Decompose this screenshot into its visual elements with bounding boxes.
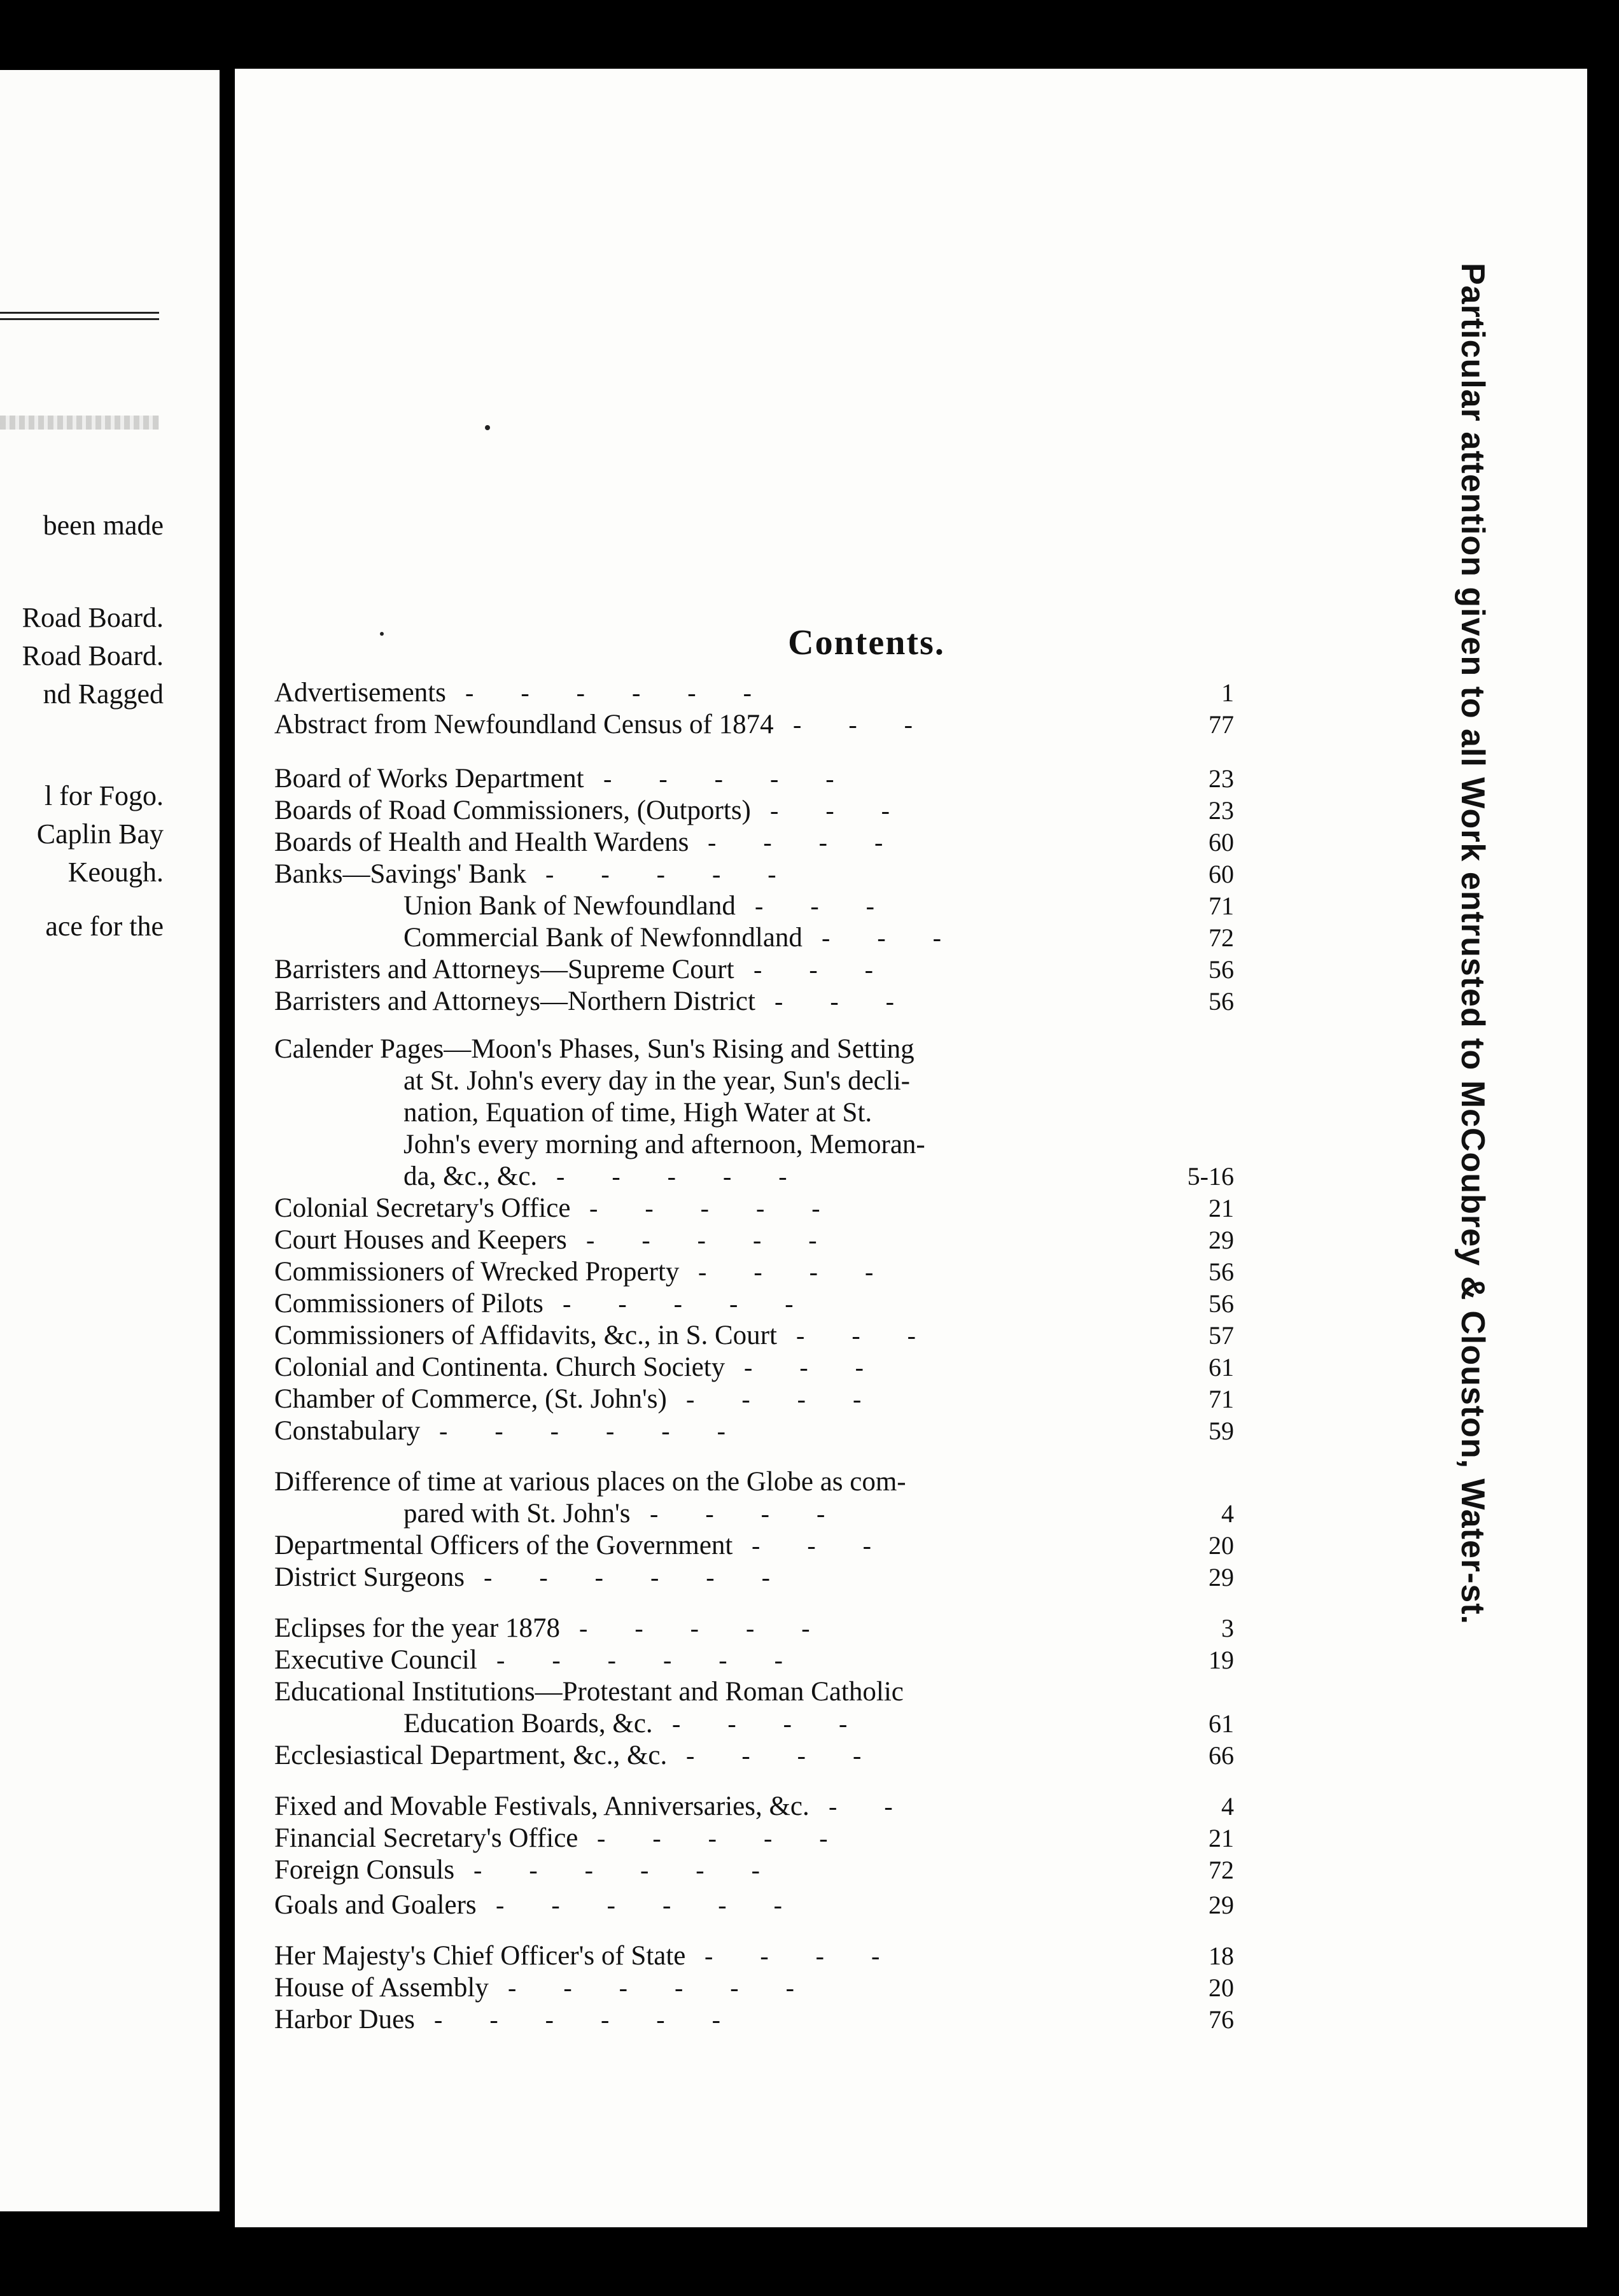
contents-entry-page: 57 [1209, 1321, 1234, 1350]
contents-entry [235, 1224, 1234, 1257]
contents-entry [235, 890, 1234, 923]
dot-leader: - - - - - - [496, 1891, 783, 1919]
dot-leader: - - - - [708, 828, 885, 857]
contents-entry-page: 76 [1209, 2005, 1234, 2034]
ink-speck [485, 425, 490, 430]
contents-entry-page: 61 [1209, 1709, 1234, 1738]
left-page-text-fragment: Caplin Bay [36, 818, 164, 850]
dot-leader: - - - - - [579, 1614, 811, 1642]
contents-entry-label: Advertisements [274, 678, 446, 708]
contents-entry-label: Fixed and Movable Festivals, Anniversaries, &c. [274, 1791, 810, 1821]
contents-list [235, 69, 1587, 2227]
dot-leader: - - - - [672, 1709, 849, 1738]
dot-leader: - - - - - [556, 1162, 788, 1191]
contents-entry [235, 1854, 1234, 1887]
contents-entry-label: Colonial and Continenta. Church Society [274, 1352, 725, 1382]
contents-entry-label: Boards of Road Commissioners, (Outports) [274, 795, 751, 825]
dot-leader: - - [829, 1792, 894, 1821]
left-page-text-fragment: Road Board. [22, 640, 164, 671]
contents-entry-label: Colonial Secretary's Office [274, 1193, 571, 1223]
contents-entry [235, 1383, 1234, 1416]
contents-entry-label: Difference of time at various places on the Globe as com- [274, 1467, 906, 1497]
contents-entry-page: 72 [1209, 1856, 1234, 1884]
contents-entry-label: Eclipses for the year 1878 [274, 1613, 560, 1643]
contents-entry-page: 71 [1209, 1385, 1234, 1413]
contents-entry [235, 1351, 1234, 1384]
contents-entry-label: Barristers and Attorneys—Northern District [274, 986, 755, 1016]
contents-entry [235, 1096, 1234, 1130]
contents-entry [235, 1192, 1234, 1225]
contents-entry [235, 1256, 1234, 1289]
contents-entry-page: 71 [1209, 892, 1234, 920]
dot-leader: - - - - - - [465, 678, 753, 707]
contents-entry [235, 794, 1234, 827]
left-page-text-fragment: been made [43, 510, 164, 541]
contents-entry [235, 676, 1234, 710]
contents-entry-page: 61 [1209, 1353, 1234, 1382]
contents-entry-label: Executive Council [274, 1645, 477, 1675]
left-page-text-fragment: l for Fogo. [45, 780, 164, 811]
contents-entry-page: 60 [1209, 828, 1234, 857]
contents-entry [235, 1971, 1234, 2005]
contents-entry-label: Court Houses and Keepers [274, 1225, 567, 1255]
rule-line [0, 318, 159, 320]
left-page-text-fragment: ace for the [45, 911, 164, 942]
dot-leader: - - - [753, 955, 874, 984]
contents-entry-page: 60 [1209, 860, 1234, 888]
contents-entry-label: Her Majesty's Chief Officer's of State [274, 1941, 686, 1971]
contents-entry-label: Departmental Officers of the Government [274, 1530, 733, 1560]
contents-entry-page: 29 [1209, 1563, 1234, 1592]
contents-entry-label: Barristers and Attorneys—Supreme Court [274, 955, 734, 984]
contents-entry-page: 5-16 [1187, 1162, 1234, 1191]
contents-entry-label: nation, Equation of time, High Water at St. [403, 1098, 873, 1128]
dot-leader: - - - [770, 796, 891, 825]
dot-leader: - - - - [704, 1942, 881, 1970]
contents-entry [235, 1529, 1234, 1562]
contents-entry-page: 56 [1209, 1257, 1234, 1286]
contents-entry-page: 66 [1209, 1741, 1234, 1770]
dot-leader: - - - - [686, 1741, 863, 1770]
contents-entry [235, 1319, 1234, 1352]
contents-entry [235, 1287, 1234, 1320]
contents-entry [235, 1739, 1234, 1772]
contents-entry-page: 21 [1209, 1824, 1234, 1852]
contents-entry [235, 2003, 1234, 2036]
contents-entry-label: Union Bank of Newfoundland [403, 891, 736, 921]
contents-entry-page: 20 [1209, 1973, 1234, 2002]
contents-entry-label: pared with St. John's [403, 1499, 631, 1529]
rule-line [0, 312, 159, 314]
contents-entry-label: John's every morning and afternoon, Memoran- [403, 1130, 925, 1159]
side-advertisement [1447, 263, 1498, 2108]
contents-entry-page: 18 [1209, 1942, 1234, 1970]
contents-entry [235, 921, 1234, 955]
contents-entry-page: 4 [1221, 1499, 1234, 1528]
left-page [0, 70, 220, 2211]
contents-entry-label: Education Boards, &c. [403, 1709, 653, 1739]
contents-entry-page: 23 [1209, 764, 1234, 793]
dot-leader: - - - - - - [434, 2005, 722, 2034]
contents-entry [235, 1033, 1234, 1066]
left-page-text-fragment: Keough. [67, 857, 164, 888]
contents-entry-page: 1 [1221, 678, 1234, 707]
side-advertisement-text: Particular attention given to all Work entrusted to McCoubrey & Clouston, Water-st. [1454, 263, 1491, 1625]
smudged-line [0, 416, 159, 430]
contents-entry-label: Harbor Dues [274, 2005, 415, 2034]
contents-entry-label: Chamber of Commerce, (St. John's) [274, 1384, 667, 1414]
dot-leader: - - - [774, 987, 895, 1016]
contents-entry [235, 1940, 1234, 1973]
contents-entry-page: 59 [1209, 1417, 1234, 1445]
contents-entry-label: District Surgeons [274, 1562, 465, 1592]
dot-leader: - - - - - [563, 1289, 795, 1318]
contents-entry [235, 1707, 1234, 1740]
contents-entry [235, 858, 1234, 891]
contents-entry-page: 20 [1209, 1531, 1234, 1560]
contents-entry [235, 953, 1234, 986]
contents-entry-page: 29 [1209, 1226, 1234, 1254]
contents-entry [235, 1676, 1234, 1709]
dot-leader: - - - [796, 1321, 917, 1350]
contents-entry-label: Boards of Health and Health Wardens [274, 827, 689, 857]
contents-entry-page: 56 [1209, 1289, 1234, 1318]
contents-entry [235, 1160, 1234, 1193]
contents-entry-label: Financial Secretary's Office [274, 1823, 578, 1853]
dot-leader: - - - - - - [439, 1417, 727, 1445]
dot-leader: - - - [744, 1353, 865, 1382]
contents-entry-page: 3 [1221, 1614, 1234, 1642]
left-page-text-fragment: nd Ragged [43, 678, 164, 710]
dot-leader: - - - - - - [496, 1646, 784, 1674]
dot-leader: - - - - - - [508, 1973, 795, 2002]
contents-entry-label: Banks—Savings' Bank [274, 859, 526, 889]
dot-leader: - - - - [698, 1257, 875, 1286]
contents-entry-label: Calender Pages—Moon's Phases, Sun's Rising and Setting [274, 1034, 915, 1064]
ink-speck [380, 632, 384, 636]
contents-entry-page: 56 [1209, 987, 1234, 1016]
contents-entry-page: 21 [1209, 1194, 1234, 1222]
contents-entry-label: da, &c., &c. [403, 1161, 538, 1191]
contents-entry-page: 23 [1209, 796, 1234, 825]
dot-leader: - - - - [686, 1385, 863, 1413]
contents-entry-label: Commissioners of Wrecked Property [274, 1257, 680, 1287]
contents-entry-label: Board of Works Department [274, 764, 584, 794]
contents-entry [235, 985, 1234, 1018]
contents-entry [235, 1822, 1234, 1855]
contents-entry-label: House of Assembly [274, 1973, 489, 2003]
contents-entry-label: Commissioners of Pilots [274, 1289, 543, 1319]
contents-entry-page: 56 [1209, 955, 1234, 984]
contents-entry [235, 762, 1234, 795]
dot-leader: - - - - [650, 1499, 827, 1528]
contents-entry-label: Constabulary [274, 1416, 421, 1446]
contents-page [235, 69, 1587, 2227]
contents-title: Contents. [788, 623, 945, 662]
dot-leader: - - - - - [603, 764, 836, 793]
contents-entry-page: 29 [1209, 1891, 1234, 1919]
contents-entry [235, 708, 1234, 741]
contents-entry [235, 1612, 1234, 1645]
contents-entry-label: at St. John's every day in the year, Sun's decli- [403, 1066, 910, 1096]
dot-leader: - - - - - [597, 1824, 829, 1852]
dot-leader: - - - - - [586, 1226, 818, 1254]
contents-entry [235, 1466, 1234, 1499]
contents-entry-label: Commercial Bank of Newfonndland [403, 923, 802, 953]
contents-entry-label: Ecclesiastical Department, &c., &c. [274, 1740, 668, 1770]
contents-entry-page: 19 [1209, 1646, 1234, 1674]
contents-entry-page: 77 [1209, 710, 1234, 739]
contents-entry [235, 1561, 1234, 1594]
contents-entry [235, 1790, 1234, 1823]
contents-entry [235, 826, 1234, 859]
dot-leader: - - - - - [589, 1194, 822, 1222]
contents-entry [235, 1128, 1234, 1161]
contents-entry [235, 1497, 1234, 1530]
left-page-text-fragment: Road Board. [22, 602, 164, 633]
contents-entry [235, 1644, 1234, 1677]
contents-entry [235, 1415, 1234, 1448]
contents-entry-label: Abstract from Newfoundland Census of 1874 [274, 710, 774, 739]
dot-leader: - - - [755, 892, 876, 920]
contents-entry-page: 72 [1209, 923, 1234, 952]
contents-entry-label: Commissioners of Affidavits, &c., in S. Court [274, 1320, 777, 1350]
dot-leader: - - - - - - [473, 1856, 761, 1884]
dot-leader: - - - [793, 710, 914, 739]
contents-entry-label: Goals and Goalers [274, 1890, 477, 1920]
dot-leader: - - - - - [545, 860, 778, 888]
dot-leader: - - - [822, 923, 943, 952]
contents-entry [235, 1889, 1234, 1922]
dot-leader: - - - [752, 1531, 873, 1560]
contents-entry [235, 1065, 1234, 1098]
contents-entry-label: Foreign Consuls [274, 1855, 455, 1885]
contents-entry-page: 4 [1221, 1792, 1234, 1821]
contents-entry-label: Educational Institutions—Protestant and Roman Catholic [274, 1677, 904, 1707]
dot-leader: - - - - - - [484, 1563, 771, 1592]
